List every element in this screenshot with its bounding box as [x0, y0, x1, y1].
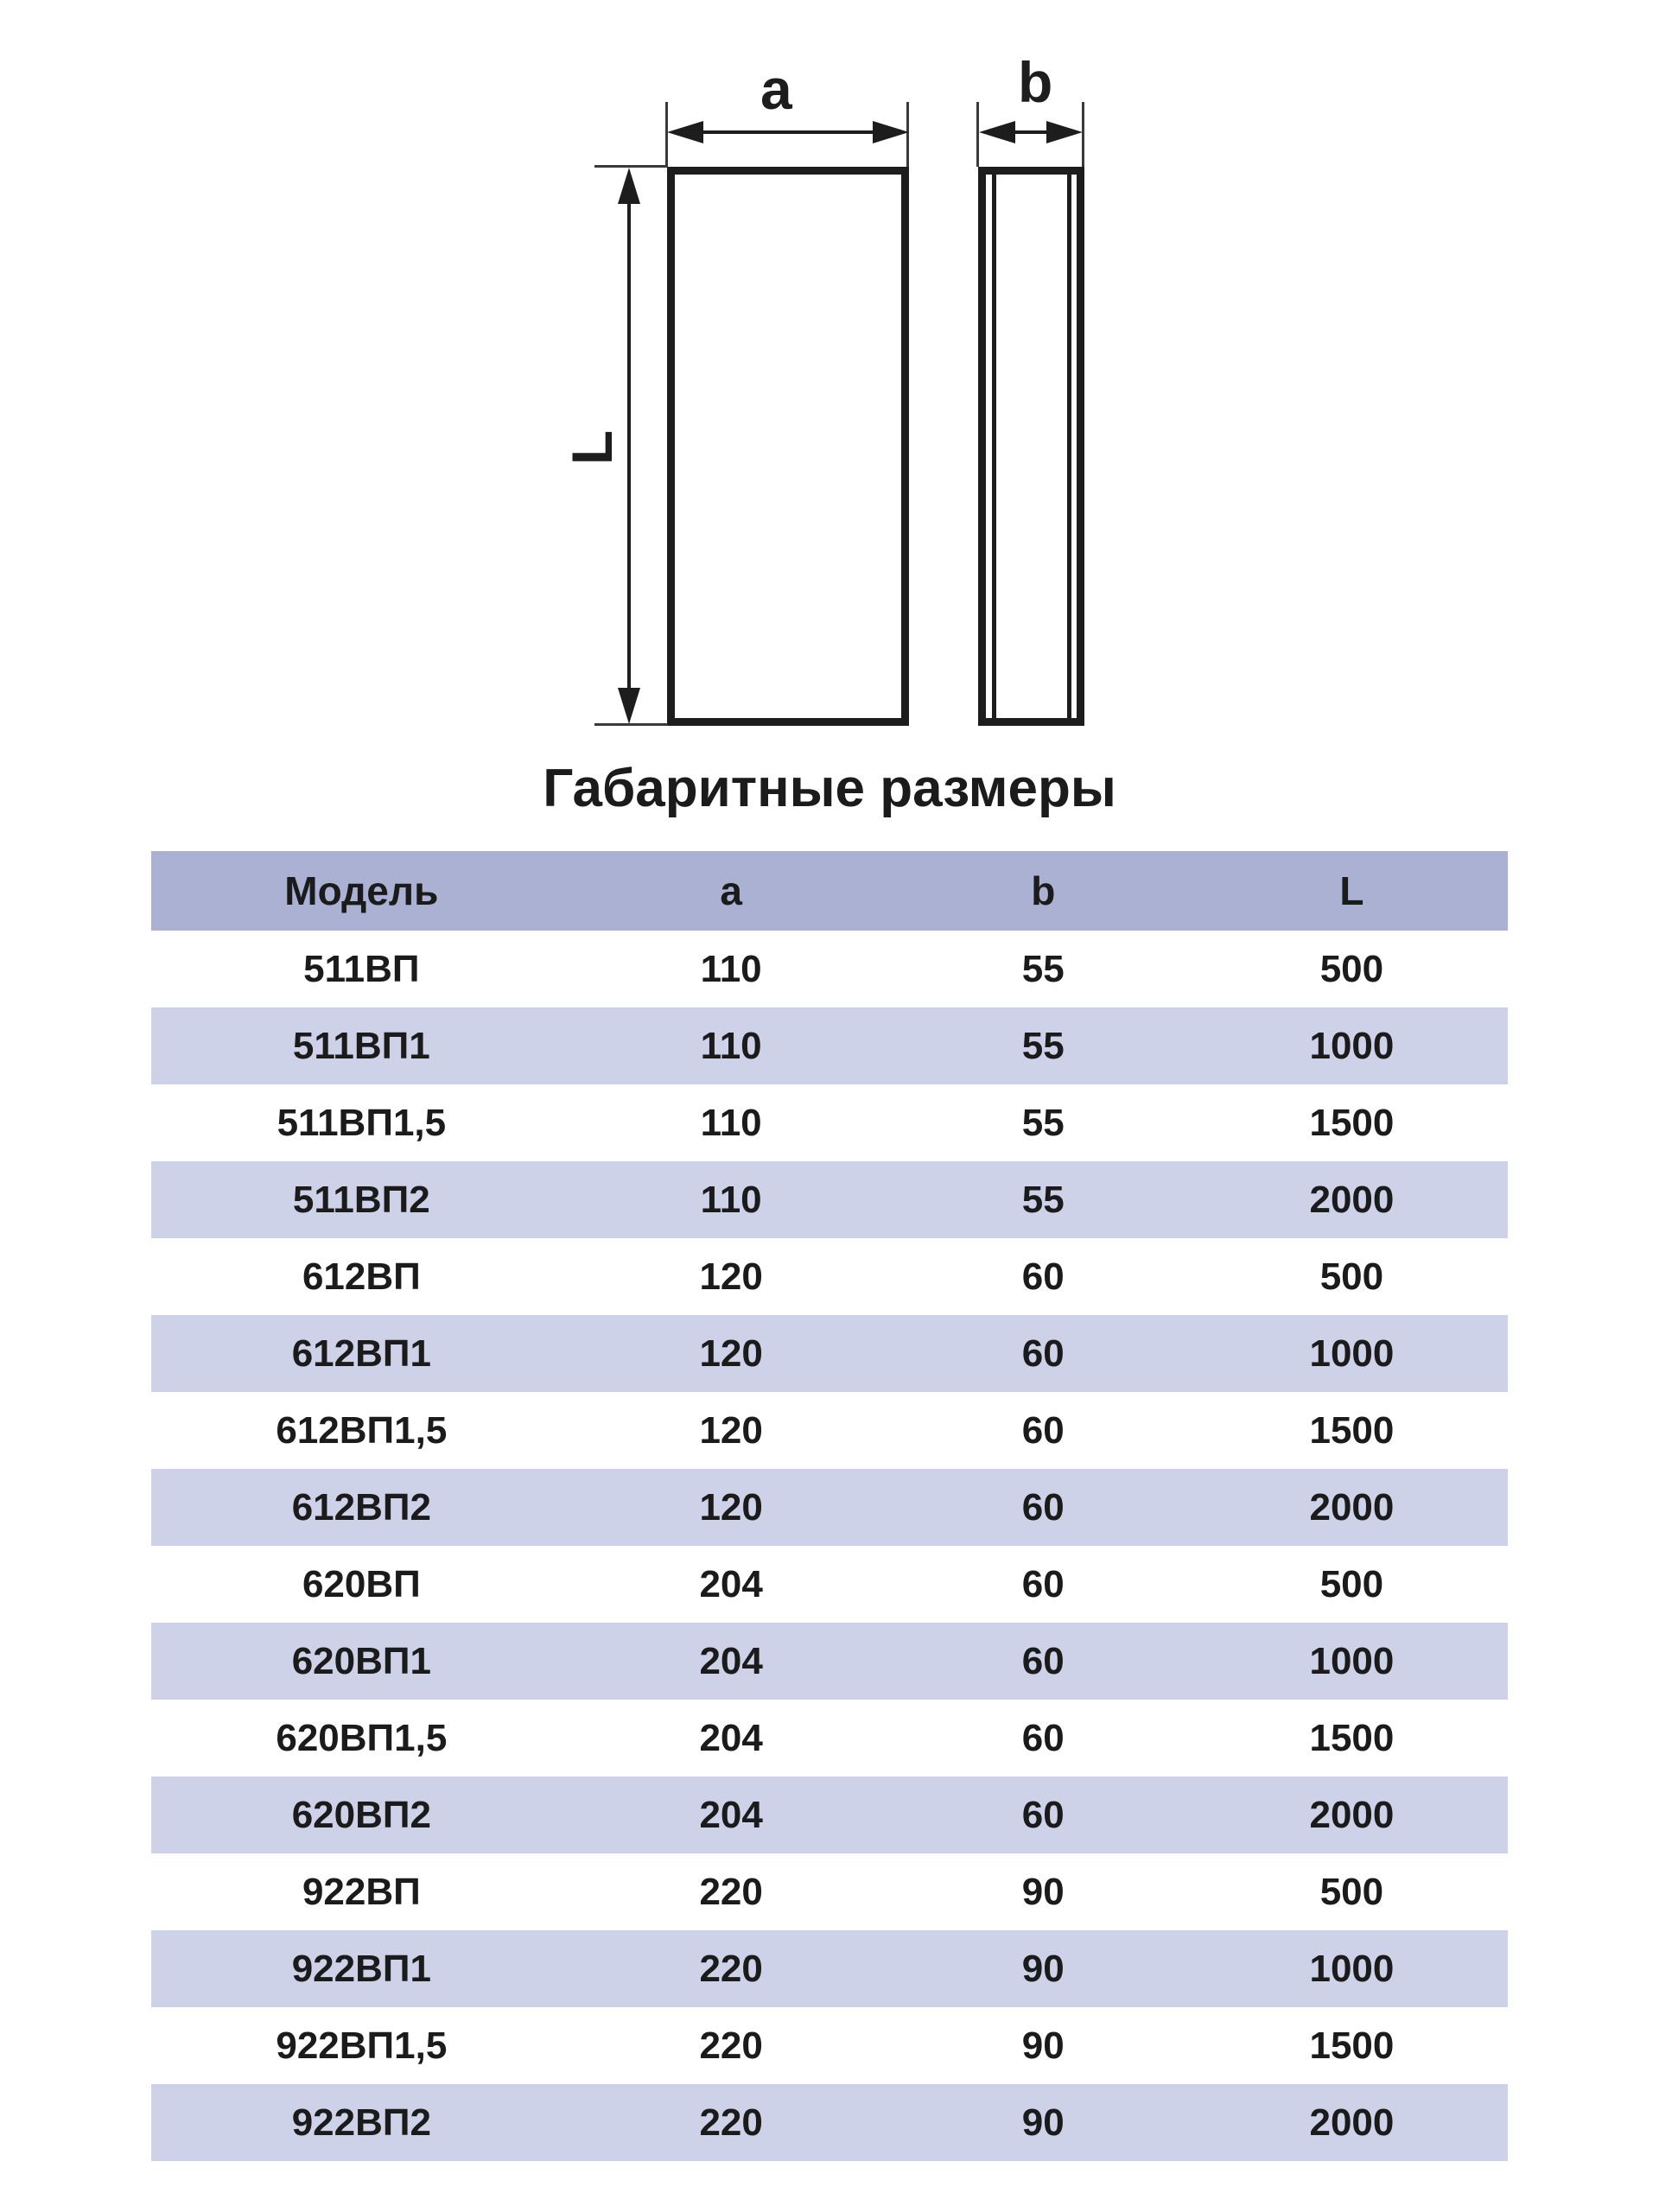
cell-model: 620ВП1	[291, 1639, 431, 1682]
cell-model: 511ВП1,5	[276, 1101, 447, 1144]
cell-a: 120	[699, 1255, 763, 1298]
cell-model: 620ВП2	[291, 1793, 431, 1836]
cell-l: 1500	[1309, 1408, 1395, 1452]
cell-b: 55	[1021, 1178, 1065, 1221]
table-row	[151, 1777, 1508, 1853]
cell-model: 511ВП2	[292, 1178, 430, 1221]
cell-b: 60	[1021, 1639, 1065, 1682]
cell-a: 110	[700, 1178, 762, 1221]
cell-a: 110	[700, 1024, 762, 1067]
cell-l: 1000	[1309, 1332, 1395, 1375]
cell-l: 500	[1319, 1255, 1384, 1298]
dim-b-arrowhead-right-icon	[1046, 121, 1083, 143]
table-row	[151, 1161, 1508, 1238]
cell-b: 60	[1021, 1793, 1065, 1836]
cell-l: 1000	[1309, 1639, 1395, 1682]
cell-a: 120	[699, 1332, 763, 1375]
dim-a-arrow-shaft	[683, 130, 894, 134]
table-row	[151, 1623, 1508, 1700]
cell-a: 204	[699, 1562, 763, 1605]
cell-a: 220	[699, 2024, 763, 2067]
cell-a: 110	[700, 947, 762, 990]
cell-model: 511ВП	[303, 947, 420, 990]
cell-model: 620ВП1,5	[276, 1716, 448, 1759]
dim-a-arrowhead-left-icon	[667, 121, 703, 143]
dimensions-table	[151, 851, 1508, 2161]
cell-l: 500	[1319, 1562, 1384, 1605]
cell-a: 204	[699, 1639, 763, 1682]
column-header-l: L	[1339, 868, 1364, 913]
cell-b: 60	[1021, 1716, 1065, 1759]
side-view-inner-line-right	[1067, 175, 1071, 718]
dim-l-label: L	[560, 429, 625, 466]
cell-b: 90	[1021, 2101, 1065, 2144]
column-header-a: a	[720, 868, 742, 913]
cell-model: 612ВП1	[291, 1332, 431, 1375]
cell-a: 120	[699, 1485, 763, 1529]
table-row	[151, 1007, 1508, 1084]
table-row	[151, 1238, 1508, 1315]
table-row	[151, 931, 1508, 1007]
cell-l: 500	[1319, 1870, 1384, 1913]
cell-model: 612ВП	[302, 1255, 421, 1298]
front-view-outline	[667, 167, 909, 726]
cell-b: 60	[1021, 1408, 1065, 1452]
cell-b: 60	[1021, 1255, 1065, 1298]
table-row	[151, 1315, 1508, 1392]
cell-b: 55	[1021, 947, 1065, 990]
cell-model: 922ВП2	[291, 2101, 431, 2144]
cell-a: 204	[699, 1793, 763, 1836]
table-row	[151, 1469, 1508, 1546]
column-header-model: Модель	[284, 868, 439, 913]
cell-l: 1000	[1309, 1947, 1395, 1990]
table-row	[151, 1546, 1508, 1623]
column-header-b: b	[1031, 868, 1056, 913]
dim-b-arrowhead-left-icon	[979, 121, 1015, 143]
cell-a: 220	[699, 1870, 763, 1913]
table-row	[151, 1700, 1508, 1777]
cell-l: 1000	[1309, 1024, 1395, 1067]
dim-b-label: b	[1018, 50, 1053, 114]
cell-model: 922ВП1	[291, 1947, 431, 1990]
cell-a: 110	[700, 1101, 762, 1144]
dim-l-arrow-shaft	[627, 181, 631, 710]
drawing-caption: Габаритные размеры	[543, 759, 1116, 818]
cell-model: 922ВП1,5	[276, 2024, 448, 2067]
cell-a: 120	[699, 1408, 763, 1452]
cell-b: 55	[1021, 1024, 1065, 1067]
dim-a-label: a	[760, 57, 792, 121]
dimensional-drawing	[0, 0, 1659, 851]
table-row	[151, 1392, 1508, 1469]
cell-a: 220	[699, 1947, 763, 1990]
cell-l: 2000	[1309, 1793, 1395, 1836]
cell-l: 500	[1319, 947, 1384, 990]
dim-l-arrowhead-down-icon	[618, 688, 640, 724]
cell-b: 60	[1021, 1332, 1065, 1375]
table-row	[151, 2084, 1508, 2161]
cell-l: 2000	[1309, 1485, 1395, 1529]
dim-a-arrowhead-right-icon	[873, 121, 909, 143]
cell-l: 1500	[1309, 2024, 1395, 2067]
cell-b: 90	[1021, 1870, 1065, 1913]
dim-l-arrowhead-up-icon	[618, 168, 640, 204]
cell-model: 612ВП1,5	[276, 1408, 448, 1452]
cell-model: 612ВП2	[291, 1485, 431, 1529]
cell-l: 2000	[1309, 2101, 1395, 2144]
cell-b: 90	[1021, 2024, 1065, 2067]
cell-b: 90	[1021, 1947, 1065, 1990]
cell-l: 1500	[1309, 1716, 1395, 1759]
table-header-row	[151, 851, 1508, 931]
cell-b: 55	[1021, 1101, 1065, 1144]
cell-b: 60	[1021, 1485, 1065, 1529]
cell-model: 511ВП1	[292, 1024, 430, 1067]
cell-model: 620ВП	[302, 1562, 421, 1605]
table-row	[151, 2007, 1508, 2084]
cell-a: 204	[699, 1716, 763, 1759]
table-row	[151, 1930, 1508, 2007]
cell-model: 922ВП	[302, 1870, 421, 1913]
cell-b: 60	[1021, 1562, 1065, 1605]
table-row	[151, 1853, 1508, 1930]
table-body	[151, 931, 1508, 2161]
cell-a: 220	[699, 2101, 763, 2144]
cell-l: 1500	[1309, 1101, 1395, 1144]
table-row	[151, 1084, 1508, 1161]
cell-l: 2000	[1309, 1178, 1395, 1221]
side-view-inner-line-left	[992, 175, 996, 718]
